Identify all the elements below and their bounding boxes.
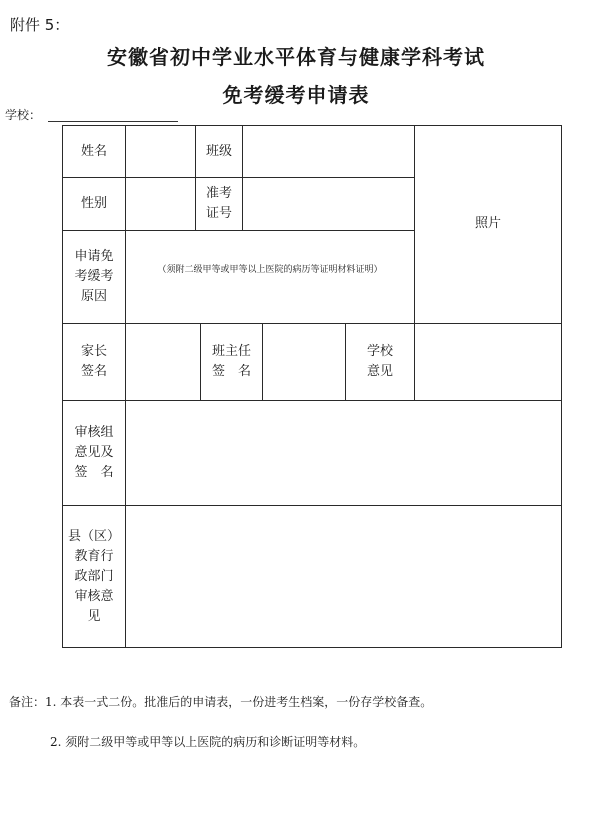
class-field[interactable] xyxy=(243,126,414,177)
teacher-signature-label: 班主任 签 名 xyxy=(211,344,251,379)
photo-box[interactable]: 照片 xyxy=(474,216,501,231)
school-opinion-label: 学校 意见 xyxy=(366,344,393,379)
school-input-line[interactable] xyxy=(48,121,178,122)
remark-note-2: 2. 须附二级甲等或甲等以上医院的病历和诊断证明等材料。 xyxy=(50,735,366,749)
class-label: 班级 xyxy=(205,143,232,159)
gender-label: 性别 xyxy=(80,196,107,211)
school-label: 学校： xyxy=(5,108,42,122)
county-review-label: 县（区） 教育行 政部门 审核意 见 xyxy=(67,528,120,624)
gender-field[interactable] xyxy=(126,178,195,230)
form-title: 安徽省初中学业水平体育与健康学科考试 xyxy=(107,45,485,69)
name-field[interactable] xyxy=(126,126,195,177)
parent-signature-field[interactable] xyxy=(126,324,200,400)
form-subtitle: 免考缓考申请表 xyxy=(222,83,370,107)
remark-note-1: 备注：1. 本表一式二份。批准后的申请表，一份进考生档案，一份存学校备查。 xyxy=(9,695,433,709)
exam-number-field[interactable] xyxy=(243,178,414,230)
school-opinion-field[interactable] xyxy=(415,324,561,400)
reason-note: （须附二级甲等或甲等以上医院的病历等证明材料证明） xyxy=(157,265,383,275)
county-review-field[interactable] xyxy=(126,506,561,647)
table-border-right xyxy=(561,125,562,648)
review-group-field[interactable] xyxy=(126,401,561,505)
table-border-bottom xyxy=(62,647,561,648)
name-label: 姓名 xyxy=(80,143,107,159)
parent-signature-label: 家长 签名 xyxy=(80,344,107,379)
review-group-label: 审核组 意见及 签 名 xyxy=(74,425,114,480)
reason-label: 申请免 考缓考 原因 xyxy=(74,249,114,304)
attachment-label: 附件 5： xyxy=(10,16,70,34)
teacher-signature-field[interactable] xyxy=(263,324,345,400)
exam-number-label: 准考 证号 xyxy=(205,186,232,221)
